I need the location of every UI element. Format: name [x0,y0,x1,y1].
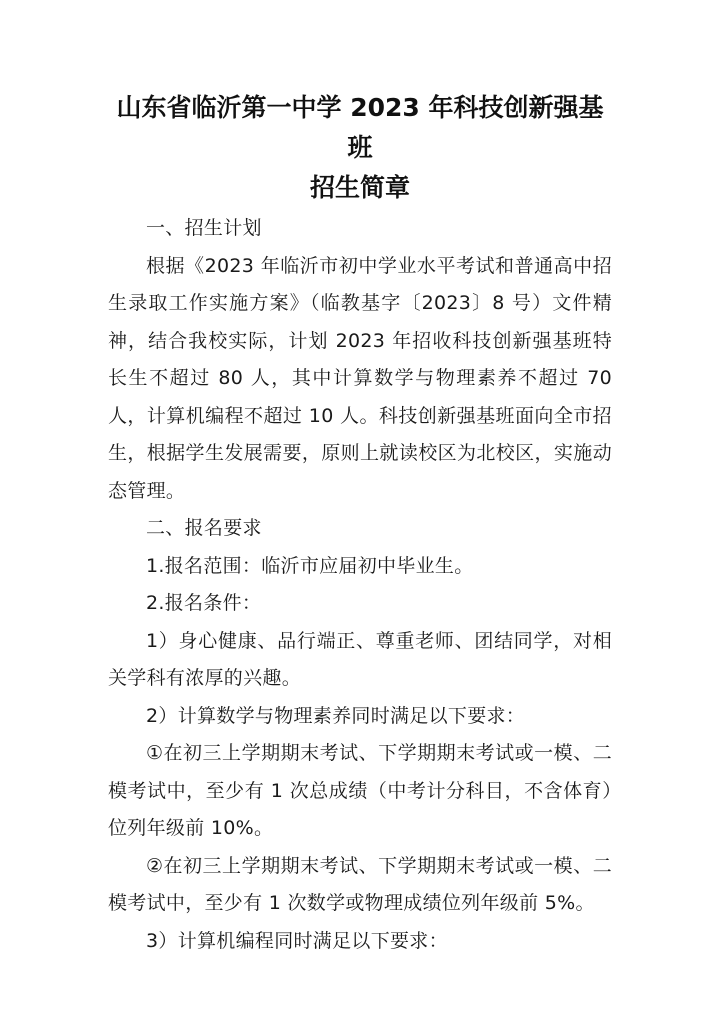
section-heading-enrollment-plan: 一、招生计划 [146,217,262,239]
condition-3-heading: 3）计算机编程同时满足以下要求： [146,929,448,952]
condition-2-heading: 2）计算数学与物理素养同时满足以下要求： [146,704,526,727]
document-body [108,210,612,960]
condition-2-item-2: ②在初三上学期期末考试、下学期期末考试或一模、二模考试中，至少有 1 次数学或物理成绩位列年级前 5%。 [108,854,612,914]
requirement-conditions-heading: 2.报名条件： [146,592,262,614]
title-line-1: 山东省临沂第一中学 2023 年科技创新强基班 [116,93,604,162]
condition-1: 1）身心健康、品行端正、尊重老师、团结同学，对相关学科有浓厚的兴趣。 [108,629,612,689]
section-heading-requirements: 二、报名要求 [146,517,262,539]
enrollment-plan-paragraph: 根据《2023 年临沂市初中学业水平考试和普通高中招生录取工作实施方案》（临教基字〔2023〕8 号）文件精神，结合我校实际，计划 2023 年招收科技创新强基班特长生不超过 80 人，其中计算数学与物理素养不超过 70 人，计算机编程不超过 10 人。科技创新强基班面向全市招生，根据学生发展需要，原则上就读校区为北校区，实施动态管理。 [108,254,612,502]
requirement-scope: 1.报名范围：临沂市应届初中毕业生。 [146,554,474,577]
document-title [108,88,612,208]
condition-2-item-1: ①在初三上学期期末考试、下学期期末考试或一模、二模考试中，至少有 1 次总成绩（中考计分科目，不含体育）位列年级前 10%。 [108,742,612,839]
title-line-2: 招生简章 [309,173,410,202]
